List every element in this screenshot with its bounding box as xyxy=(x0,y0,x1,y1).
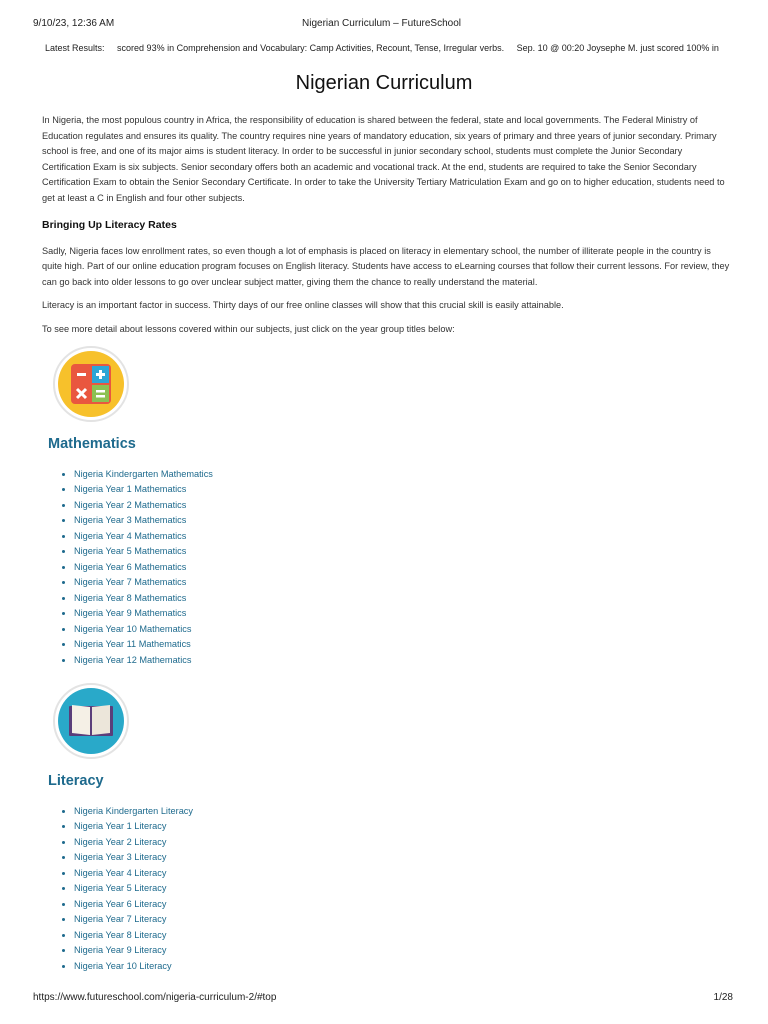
list-item xyxy=(74,637,732,653)
list-item xyxy=(74,959,732,975)
print-date: 9/10/23, 12:36 AM xyxy=(33,18,115,29)
list-item xyxy=(74,804,732,820)
main-content xyxy=(42,113,732,974)
list-item xyxy=(74,482,732,498)
year-group-link[interactable]: Nigeria Kindergarten Literacy xyxy=(74,805,193,816)
instructions-paragraph: To see more detail about lessons covered within our subjects, just click on the year group titles below: xyxy=(42,323,455,334)
literacy-paragraph: Sadly, Nigeria faces low enrollment rates, so even though a lot of emphasis is placed on literacy in elementary school, the number of illiterate people in the country is quite high. Part of our online education program focuses on English literacy. Students have access to eLearning courses that follow their current lessons. For review, they can go back into older lessons to go over unclear subject matter, giving them the chance to really understand the material. xyxy=(42,245,730,287)
list-item xyxy=(74,560,732,576)
ticker-item[interactable]: Sep. 10 @ 00:20 Joysephe M. just scored 100% in xyxy=(516,43,719,53)
list-item xyxy=(74,819,732,835)
year-group-link[interactable]: Nigeria Year 1 Mathematics xyxy=(74,484,187,494)
list-item xyxy=(74,943,732,959)
list-item xyxy=(74,606,732,622)
year-group-link[interactable]: Nigeria Year 10 Mathematics xyxy=(74,623,192,634)
print-footer xyxy=(33,992,733,1006)
year-group-link[interactable]: Nigeria Year 1 Literacy xyxy=(74,821,167,831)
year-group-link[interactable]: Nigeria Year 3 Literacy xyxy=(74,852,167,862)
list-item xyxy=(74,912,732,928)
calculator-icon[interactable] xyxy=(52,345,130,423)
print-header xyxy=(33,18,730,32)
literacy-heading: Bringing Up Literacy Rates xyxy=(42,219,177,231)
mathematics-links-list xyxy=(42,467,732,669)
year-group-link[interactable]: Nigeria Year 3 Mathematics xyxy=(74,515,187,525)
list-item xyxy=(74,513,732,529)
year-group-link[interactable]: Nigeria Year 5 Mathematics xyxy=(74,546,187,556)
page-url: https://www.futureschool.com/nigeria-curriculum-2/#top xyxy=(33,992,277,1003)
year-group-link[interactable]: Nigeria Year 9 Mathematics xyxy=(74,608,187,618)
list-item xyxy=(74,897,732,913)
list-item xyxy=(74,575,732,591)
year-group-link[interactable]: Nigeria Year 8 Mathematics xyxy=(74,592,187,603)
list-item xyxy=(74,866,732,882)
list-item xyxy=(74,928,732,944)
list-item xyxy=(74,850,732,866)
list-item xyxy=(74,835,732,851)
year-group-link[interactable]: Nigeria Year 2 Literacy xyxy=(74,836,167,847)
year-group-link[interactable]: Nigeria Kindergarten Mathematics xyxy=(74,468,213,479)
list-item xyxy=(74,544,732,560)
ticker-item[interactable]: scored 93% in Comprehension and Vocabulary: Camp Activities, Recount, Tense, Irregular verbs. xyxy=(117,43,505,53)
year-group-link[interactable]: Nigeria Year 9 Literacy xyxy=(74,945,167,955)
year-group-link[interactable]: Nigeria Year 4 Literacy xyxy=(74,867,167,878)
latest-results-ticker xyxy=(45,43,738,57)
year-group-link[interactable]: Nigeria Year 6 Mathematics xyxy=(74,561,187,572)
ticker-label: Latest Results: xyxy=(45,43,105,53)
book-icon[interactable] xyxy=(52,682,130,760)
year-group-link[interactable]: Nigeria Year 10 Literacy xyxy=(74,960,172,971)
list-item xyxy=(74,622,732,638)
year-group-link[interactable]: Nigeria Year 2 Mathematics xyxy=(74,499,187,510)
list-item xyxy=(74,529,732,545)
year-group-link[interactable]: Nigeria Year 6 Literacy xyxy=(74,898,167,909)
list-item xyxy=(74,881,732,897)
page-title: Nigerian Curriculum xyxy=(295,72,473,94)
print-title: Nigerian Curriculum – FutureSchool xyxy=(302,18,461,29)
list-item xyxy=(74,591,732,607)
year-group-link[interactable]: Nigeria Year 11 Mathematics xyxy=(74,639,191,649)
literacy-paragraph: Literacy is an important factor in success. Thirty days of our free online classes will show that this crucial skill is easily attainable. xyxy=(42,300,564,310)
intro-paragraph: In Nigeria, the most populous country in Africa, the responsibility of education is shared between the federal, state and local governments. The Federal Ministry of Education regulates and ensures its quality. The country requires nine years of mandatory education, six years of primary and three years of junior secondary. Primary school is free, and one of its major aims is student literacy. In order to be successful in junior secondary school, students must complete the Junior Secondary Certification Exam is six subjects. Senior secondary offers both an academic and vocational track. At the end, students are required to take the Senior Secondary Certification Exam to obtain the Senior Secondary Certificate. In order to take the University Tertiary Matriculation Exam and go on to higher education, students need to get at least a C in English and four other subjects. xyxy=(42,115,725,203)
section-title-literacy[interactable]: Literacy xyxy=(48,773,104,789)
year-group-link[interactable]: Nigeria Year 8 Literacy xyxy=(74,929,167,940)
year-group-link[interactable]: Nigeria Year 7 Literacy xyxy=(74,914,167,924)
year-group-link[interactable]: Nigeria Year 5 Literacy xyxy=(74,883,167,893)
list-item xyxy=(74,467,732,483)
year-group-link[interactable]: Nigeria Year 4 Mathematics xyxy=(74,530,187,541)
year-group-link[interactable]: Nigeria Year 7 Mathematics xyxy=(74,577,187,587)
list-item xyxy=(74,653,732,669)
year-group-link[interactable]: Nigeria Year 12 Mathematics xyxy=(74,654,192,665)
section-title-mathematics[interactable]: Mathematics xyxy=(48,436,136,452)
list-item xyxy=(74,498,732,514)
page-number: 1/28 xyxy=(713,992,733,1003)
literacy-links-list xyxy=(42,804,732,975)
